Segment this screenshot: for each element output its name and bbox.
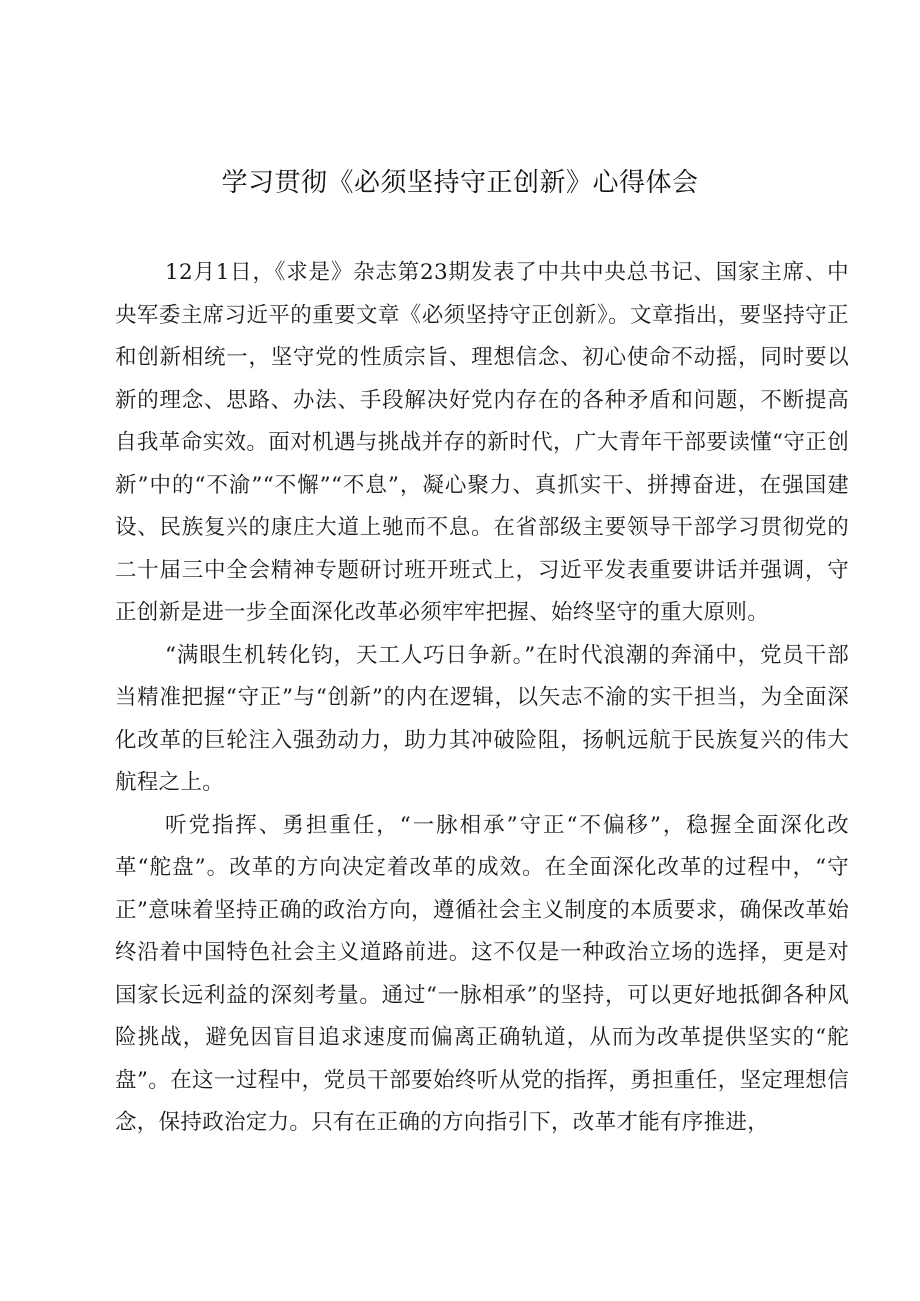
paragraph-quote: “满眼生机转化钧，天工人巧日争新。”在时代浪潮的奔涌中，党员干部当精准把握“守正”与“创新”的内在逻辑，以矢志不渝的实干担当，为全面深化改革的巨轮注入强劲动力，助力其冲破险阻，扬帆远航于民族复兴的伟大航程之上。: [115, 642, 849, 795]
paragraph-direction: 听党指挥、勇担重任，“一脉相承”守正“不偏移”，稳握全面深化改革“舵盘”。改革的方向决定着改革的成效。在全面深化改革的过程中，“守正”意味着坚持正确的政治方向，遵循社会主义制度的本质要求，确保改革始终沿着中国特色社会主义道路前进。这不仅是一种政治立场的选择，更是对国家长远利益的深刻考量。通过“一脉相承”的坚持，可以更好地抵御各种风险挑战，避免因盲目追求速度而偏离正确轨道，从而为改革提供坚实的“舵盘”。在这一过程中，党员干部要始终听从党的指挥，勇担重任，坚定理想信念，保持政治定力。只有在正确的方向指引下，改革才能有序推进，: [115, 812, 849, 1135]
document-title: 学习贯彻《必须坚持守正创新》心得体会: [221, 168, 699, 198]
paragraph-intro: 12月1日，《求是》杂志第23期发表了中共中央总书记、国家主席、中央军委主席习近平的重要文章《必须坚持守正创新》。文章指出，要坚持守正和创新相统一，坚守党的性质宗旨、理想信念、初心使命不动摇，同时要以新的理念、思路、办法、手段解决好党内存在的各种矛盾和问题，不断提高自我革命实效。面对机遇与挑战并存的新时代，广大青年干部要读懂“守正创新”中的“不渝”“不懈”“不息”，凝心聚力、真抓实干、拼搏奋进，在强国建设、民族复兴的康庄大道上驰而不息。在省部级主要领导干部学习贯彻党的二十届三中全会精神专题研讨班开班式上，习近平发表重要讲话并强调，守正创新是进一步全面深化改革必须牢牢把握、始终坚守的重大原则。: [115, 260, 849, 625]
document-body: [115, 252, 849, 1145]
